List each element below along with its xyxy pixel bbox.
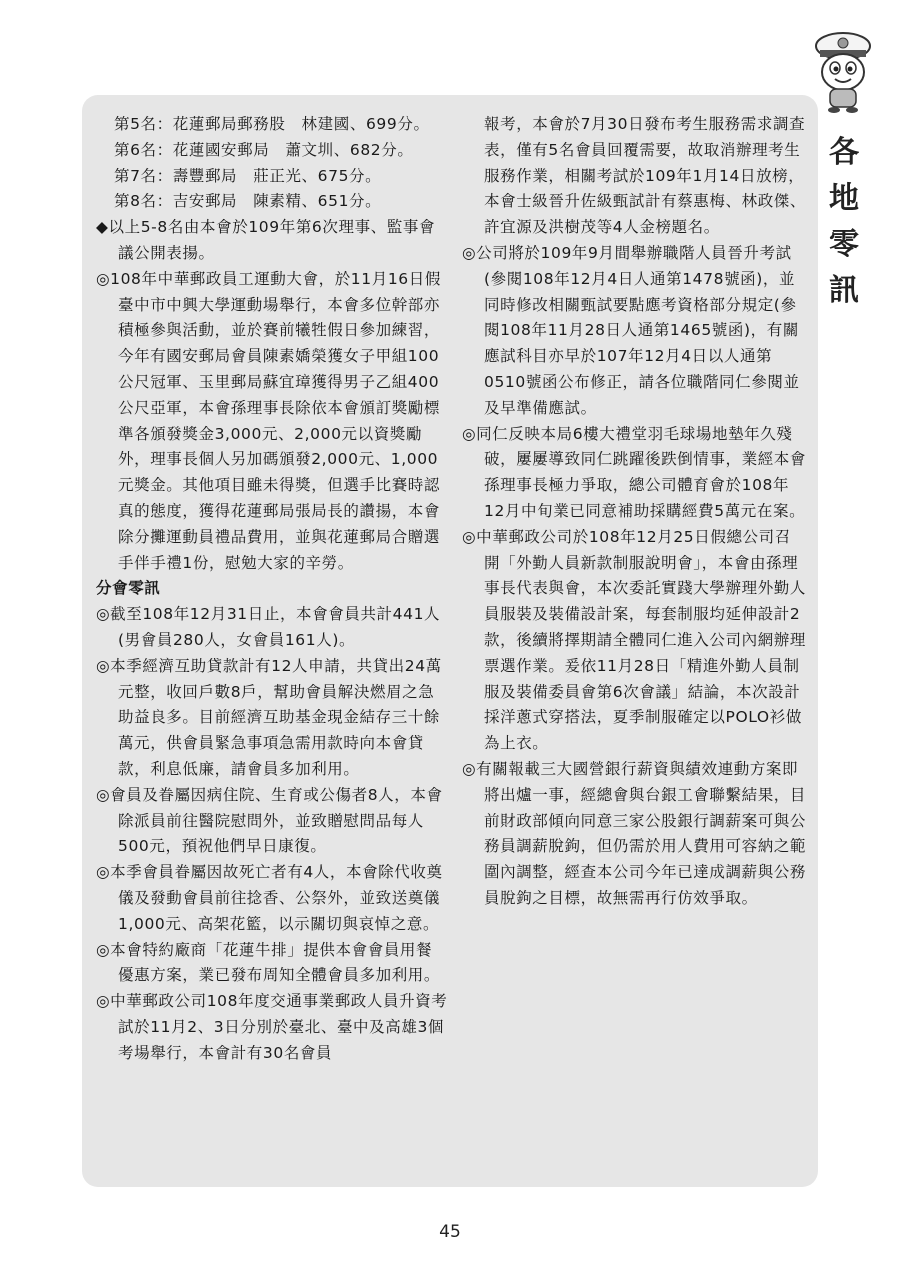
left-column xyxy=(96,112,448,1066)
paragraph: ◎本季會員眷屬因故死亡者有4人，本會除代收奠儀及發動會員前往捻香、公祭外，並致送奠儀1,000元、高架花籃，以示關切與哀悼之意。 xyxy=(96,863,443,933)
paragraph: ◎有關報載三大國營銀行薪資與績效連動方案即將出爐一事，經總會與台銀工會聯繫結果，目前財政部傾向同意三家公股銀行調薪案可與公務員調薪脫鉤，但仍需於用人費用可容納之範圍內調整，經查本公司今年已達成調薪與公務員脫鉤之目標，故無需再行仿效爭取。 xyxy=(462,759,807,907)
section-title-char: 地 xyxy=(829,181,859,216)
subheading: 分會零訊 xyxy=(96,579,161,598)
paragraph: ◎中華郵政公司於108年12月25日假總公司召開「外勤人員新款制服說明會」，本會由孫理事長代表與會，本次委託實踐大學辦理外勤人員服裝及裝備設計案，每套制服均延伸設計2款，後續將擇期請全體同仁進入公司內網辦理票選作業。爰依11月28日「精進外勤人員制服及裝備委員會第6次會議」結論，本次設計採洋蔥式穿搭法，夏季制服確定以POLO衫做為上衣。 xyxy=(462,527,807,753)
rank-item: 第7名：壽豐郵局 莊正光、675分。 xyxy=(114,166,382,185)
paragraph: ◎本會特約廠商「花蓮牛排」提供本會會員用餐優惠方案，業已發布周知全體會員多加利用。 xyxy=(96,940,441,985)
paragraph: ◎截至108年12月31日止，本會會員共計441人(男會員280人，女會員161人)。 xyxy=(96,605,441,649)
right-column xyxy=(462,112,806,912)
section-title xyxy=(822,130,866,314)
paragraph: ◎同仁反映本局6樓大禮堂羽毛球場地墊年久殘破，屢屢導致同仁跳躍後跌倒情事，業經本會孫理事長極力爭取，總公司體育會於108年12月中旬業已同意補助採購經費5萬元在案。 xyxy=(462,424,807,520)
paragraph: ◎108年中華郵政員工運動大會，於11月16日假臺中市中興大學運動場舉行，本會多位幹部亦積極參與活動，並於賽前犧牲假日參加練習，今年有國安郵局會員陳素嬌榮獲女子甲組100公尺冠軍、玉里郵局蘇宜璋獲得男子乙組400公尺亞軍，本會孫理事長除依本會頒訂獎勵標準各頒發獎金3,000元、2,000元以資獎勵外，理事長個人另加碼頒發2,000元、1,000元獎金。其他項目雖未得獎，但選手比賽時認真的態度，獲得花蓮郵局張局長的讚揚，本會除分攤運動員禮品費用，並與花蓮郵局合贈選手伴手禮1份，慰勉大家的辛勞。 xyxy=(96,269,441,572)
paragraph: ◎會員及眷屬因病住院、生育或公傷者8人，本會除派員前往醫院慰問外，並致贈慰問品每人500元，預祝他們早日康復。 xyxy=(96,785,443,856)
paragraph: 報考，本會於7月30日發布考生服務需求調查表，僅有5名會員回覆需要，故取消辦理考生服務作業，相關考試於109年1月14日放榜，本會士級晉升佐級甄試計有蔡惠梅、林政傑、許宜源及洪樹茂等4人金榜題名。 xyxy=(484,115,807,237)
page-number: 45 xyxy=(439,1222,461,1242)
paragraph: ◆以上5-8名由本會於109年第6次理事、監事會議公開表揚。 xyxy=(96,218,436,262)
mail-carrier-mascot-icon xyxy=(808,28,878,114)
section-title-char: 各 xyxy=(829,135,859,170)
rank-item: 第8名：吉安郵局 陳素精、651分。 xyxy=(114,192,382,211)
rank-item: 第6名：花蓮國安郵局 蕭文圳、682分。 xyxy=(114,140,414,159)
section-title-char: 零 xyxy=(829,227,859,262)
paragraph: ◎本季經濟互助貸款計有12人申請，共貸出24萬元整，收回戶數8戶，幫助會員解決燃眉之急助益良多。目前經濟互助基金現金結存三十餘萬元，供會員緊急事項急需用款時向本會貸款，利息低廉，請會員多加利用。 xyxy=(96,656,442,778)
section-title-char: 訊 xyxy=(829,273,859,308)
paragraph: ◎中華郵政公司108年度交通事業郵政人員升資考試於11月2、3日分別於臺北、臺中及高雄3個考場舉行，本會計有30名會員 xyxy=(96,992,448,1062)
rank-item: 第5名：花蓮郵局郵務股 林建國、699分。 xyxy=(114,115,430,133)
paragraph: ◎公司將於109年9月間舉辦職階人員晉升考試(參閱108年12月4日人通第1478號函)，並同時修改相關甄試要點應考資格部分規定(參閱108年11月28日人通第1465號函)，有關應試科目亦早於107年12月4日以人通第0510號函公布修正，請各位職階同仁參閱並及早準備應試。 xyxy=(462,243,800,417)
